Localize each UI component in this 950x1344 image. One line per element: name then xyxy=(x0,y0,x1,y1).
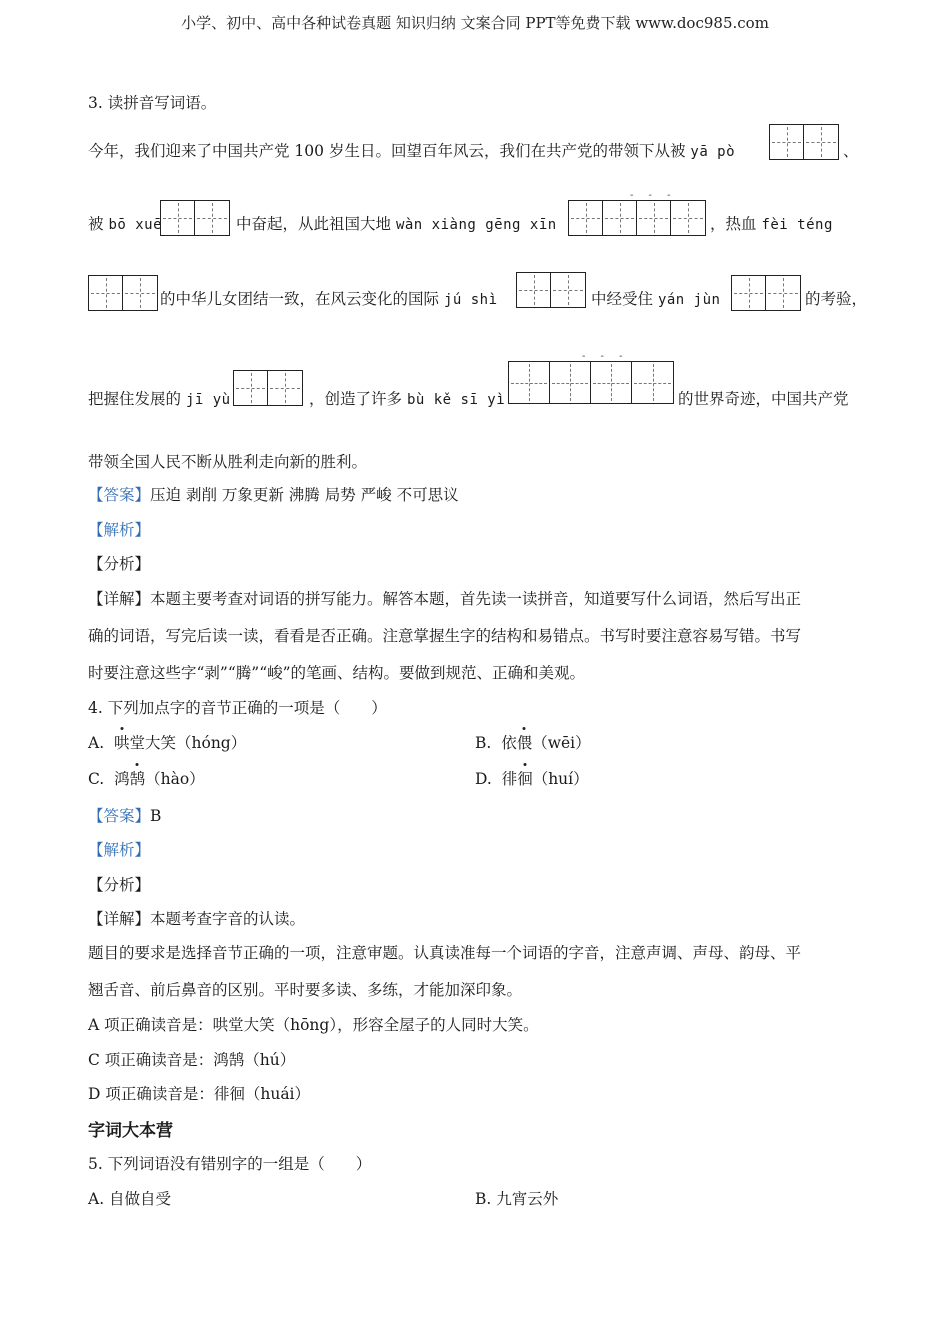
q3-detail-3: 时要注意这些字“剥”“腾”“峻”的笔画、结构。要做到规范、正确和美观。 xyxy=(88,664,586,682)
option-label: A. xyxy=(88,734,105,752)
option-text: （hào） xyxy=(145,770,205,788)
answer-tag: 【答案】 xyxy=(88,486,151,504)
q4-explain-a: A 项正确读音是：哄堂大笑（hōng），形容全屋子的人同时大笑。 xyxy=(88,1016,539,1034)
answer-grid-2[interactable] xyxy=(233,370,303,406)
q3-line2-text: 被 xyxy=(88,215,104,233)
q3-line3-text: 的中华儿女团结一致，在风云变化的国际 xyxy=(160,290,440,308)
q3-line2-text: 中奋起，从此祖国大地 xyxy=(236,215,392,233)
option-text: 鸿 xyxy=(114,770,130,788)
pinyin-yan-jun: yán jùn xyxy=(657,292,721,308)
grid-ticks: - - - xyxy=(630,190,677,201)
pinyin-bo-xue: bō xuē xyxy=(108,217,163,233)
q4-detail xyxy=(88,907,305,929)
q3-line3-text: 中经受住 xyxy=(591,290,654,308)
grid-ticks: - - - xyxy=(582,351,629,362)
q3-line4-text: 把握住发展的 xyxy=(88,390,182,408)
option-text: （huí） xyxy=(532,770,589,788)
pinyin-ji-yu: jī yù xyxy=(185,392,231,408)
answer-grid-2[interactable] xyxy=(731,275,801,311)
q4-paragraph-2: 翘舌音、前后鼻音的区别。平时要多读、多练，才能加深印象。 xyxy=(88,981,523,999)
q4-answer xyxy=(88,804,161,826)
q3-line3-end: 的考验， xyxy=(805,290,868,308)
option-text: 堂大笑（hóng） xyxy=(129,734,247,752)
option-text: 依 xyxy=(501,734,517,752)
q4-paragraph-1: 题目的要求是选择音节正确的一项，注意审题。认真读准每一个词语的字音，注意声调、声母、韵母、平 xyxy=(88,944,802,962)
dotted-char: 鹄 xyxy=(130,767,146,789)
q3-line1-text: 今年，我们迎来了中国共产党 100 岁生日。回望百年风云，我们在共产党的带领下从被 xyxy=(88,142,686,160)
pinyin-ju-shi: jú shì xyxy=(443,292,498,308)
fenxi-tag: 【分析】 xyxy=(88,876,151,894)
option-label: D. xyxy=(475,770,492,788)
detail-text: 本题主要考查对词语的拼写能力。解答本题，首先读一读拼音，知道要写什么词语，然后写出正 xyxy=(150,590,802,608)
q3-line1-end: 、 xyxy=(843,142,859,160)
option-label: B. xyxy=(475,734,492,752)
detail-text: 本题考查字音的认读。 xyxy=(150,910,306,928)
q3-title: 3. 读拼音写词语。 xyxy=(88,94,217,112)
answer-tag: 【答案】 xyxy=(88,807,151,825)
dotted-char: 哄 xyxy=(114,731,130,753)
q3-line3-a xyxy=(160,287,498,309)
pinyin-wan-xiang-geng-xin: wàn xiàng gēng xīn xyxy=(395,217,557,233)
q4-explain-c: C 项正确读音是：鸿鹄（hú） xyxy=(88,1051,296,1069)
q3-line3-b xyxy=(591,287,720,309)
answer-grid-2[interactable] xyxy=(88,275,158,311)
q3-line1 xyxy=(88,139,735,161)
dotted-char: 偎 xyxy=(517,731,533,753)
detail-tag: 【详解】 xyxy=(88,590,151,608)
q3-line4-a xyxy=(88,387,231,409)
q3-line2-c xyxy=(710,212,833,234)
q3-detail-2: 确的词语，写完后读一读，看看是否正确。注意掌握生字的结构和易错点。书写时要注意容易写错。书写 xyxy=(88,627,802,645)
q3-detail-1 xyxy=(88,587,801,609)
answer-text: 压迫 剥削 万象更新 沸腾 局势 严峻 不可思议 xyxy=(150,486,459,504)
q4-option-d[interactable] xyxy=(475,767,589,789)
answer-text: B xyxy=(150,807,162,825)
pinyin-bu-ke-si-yi: bù kě sī yì xyxy=(406,392,506,408)
option-label: C. xyxy=(88,770,105,788)
q4-option-b[interactable] xyxy=(475,731,591,753)
answer-grid-2[interactable] xyxy=(160,200,230,236)
q3-line5: 带领全国人民不断从胜利走向新的胜利。 xyxy=(88,453,368,471)
detail-tag: 【详解】 xyxy=(88,910,151,928)
jiexi-tag: 【解析】 xyxy=(88,841,151,859)
q3-line4-end: 的世界奇迹，中国共产党 xyxy=(678,390,849,408)
option-text: 徘 xyxy=(501,770,518,788)
q4-explain-d: D 项正确读音是：徘徊（huái） xyxy=(88,1085,311,1103)
option-text: （wēi） xyxy=(532,734,591,752)
q3-line4-b xyxy=(309,387,505,409)
q5-option-b[interactable]: B. 九宵云外 xyxy=(475,1190,559,1208)
q4-option-a[interactable] xyxy=(88,731,246,753)
page-header: 小学、初中、高中各种试卷真题 知识归纳 文案合同 PPT等免费下载 www.doc985.com xyxy=(181,14,769,32)
q3-line2-a xyxy=(88,212,162,234)
q3-answer xyxy=(88,483,459,505)
pinyin-fei-teng: fèi téng xyxy=(761,217,833,233)
answer-grid-4[interactable] xyxy=(508,361,674,404)
q3-line2-text: ，热血 xyxy=(710,215,757,233)
section-heading: 字词大本营 xyxy=(88,1121,173,1141)
answer-grid-4[interactable] xyxy=(568,200,706,236)
answer-grid-2[interactable] xyxy=(769,124,839,160)
pinyin-ya-po: yā pò xyxy=(690,144,736,160)
q5-title: 5. 下列词语没有错别字的一组是（ ） xyxy=(88,1155,372,1173)
q3-line4-text: ，创造了许多 xyxy=(309,390,403,408)
jiexi-tag: 【解析】 xyxy=(88,521,151,539)
dotted-char: 徊 xyxy=(517,767,533,789)
fenxi-tag: 【分析】 xyxy=(88,555,151,573)
q3-line2-b xyxy=(236,212,557,234)
q4-title: 4. 下列加点字的音节正确的一项是（ ） xyxy=(88,699,387,717)
q5-option-a[interactable]: A. 自做自受 xyxy=(88,1190,172,1208)
q4-option-c[interactable] xyxy=(88,767,205,789)
answer-grid-2[interactable] xyxy=(516,272,586,308)
